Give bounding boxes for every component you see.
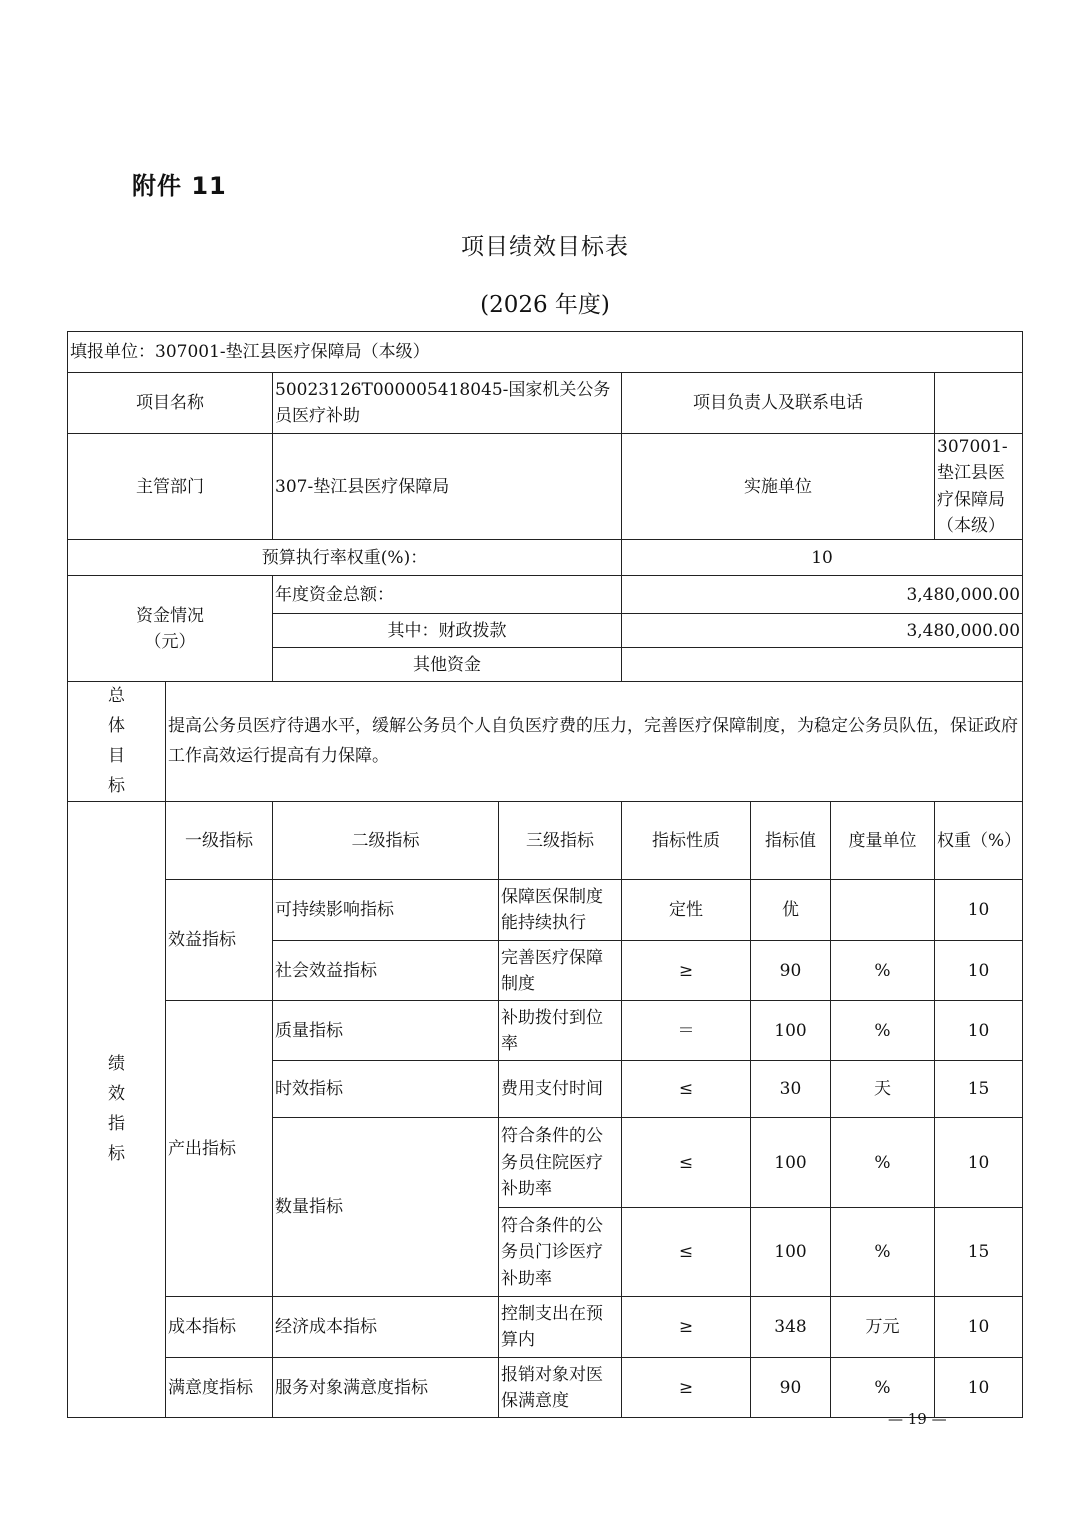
- funds-label: [68, 576, 273, 682]
- value-cell: 30: [751, 1061, 831, 1118]
- indicators-label-char: 效: [108, 1084, 125, 1105]
- dept-label: 主管部门: [68, 434, 273, 540]
- annual-total-label: 年度资金总额：: [273, 576, 622, 614]
- header-nature: 指标性质: [622, 802, 751, 880]
- indicators-section-label: [68, 802, 166, 1418]
- level1-satisfaction: 满意度指标: [166, 1358, 273, 1418]
- weight-cell: 15: [935, 1061, 1023, 1118]
- value-cell: 90: [751, 941, 831, 1001]
- level3-cell: 补助拨付到位率: [499, 1001, 622, 1061]
- header-value: 指标值: [751, 802, 831, 880]
- level3-cell: 保障医保制度能持续执行: [499, 880, 622, 941]
- budget-weight-label: 预算执行率权重(%)：: [68, 540, 622, 576]
- impl-value: 307001-垫江县医疗保障局（本级）: [935, 434, 1023, 540]
- header-weight: 权重（%）: [935, 802, 1023, 880]
- level3-cell: 符合条件的公务员住院医疗补助率: [499, 1118, 622, 1208]
- page-number: — 19 —: [888, 1410, 947, 1428]
- unit-cell: %: [831, 1358, 935, 1418]
- indicators-label-char: 标: [108, 1143, 125, 1164]
- fiscal-label: 其中：财政拨款: [273, 614, 622, 648]
- overall-goal-label: [68, 682, 166, 802]
- level1-output: 产出指标: [166, 1001, 273, 1297]
- table-row: [68, 1297, 1023, 1358]
- nature-cell: ≤: [622, 1208, 751, 1297]
- overall-goal-char: 标: [108, 775, 125, 796]
- dept-value: 307-垫江县医疗保障局: [273, 434, 622, 540]
- header-unit: 度量单位: [831, 802, 935, 880]
- year-subtitle: (2026 年度): [480, 292, 610, 318]
- fiscal-value: 3,480,000.00: [622, 614, 1023, 648]
- value-cell: 348: [751, 1297, 831, 1358]
- unit-cell: 万元: [831, 1297, 935, 1358]
- unit-cell: %: [831, 1118, 935, 1208]
- header-level1: 一级指标: [166, 802, 273, 880]
- nature-cell: 定性: [622, 880, 751, 941]
- nature-cell: ≤: [622, 1118, 751, 1208]
- level2-quantity: 数量指标: [273, 1118, 499, 1297]
- value-cell: 90: [751, 1358, 831, 1418]
- annual-total-value: 3,480,000.00: [622, 576, 1023, 614]
- nature-cell: ≥: [622, 941, 751, 1001]
- weight-cell: 15: [935, 1208, 1023, 1297]
- weight-cell: 10: [935, 1297, 1023, 1358]
- owner-value: [935, 373, 1023, 434]
- performance-target-table: [67, 331, 1023, 1418]
- overall-goal-char: 总: [108, 686, 125, 707]
- budget-weight-value: 10: [622, 540, 1023, 576]
- unit-cell: 天: [831, 1061, 935, 1118]
- overall-goal-text: 提高公务员医疗待遇水平，缓解公务员个人自负医疗费的压力，完善医疗保障制度，为稳定公务员队伍，保证政府工作高效运行提高有力保障。: [166, 682, 1023, 802]
- header-level2: 二级指标: [273, 802, 499, 880]
- level2-quality: 质量指标: [273, 1001, 499, 1061]
- level2-service: 服务对象满意度指标: [273, 1358, 499, 1418]
- other-funds-value: [622, 648, 1023, 682]
- weight-cell: 10: [935, 1001, 1023, 1061]
- level3-cell: 完善医疗保障制度: [499, 941, 622, 1001]
- level3-cell: 费用支付时间: [499, 1061, 622, 1118]
- table-row: [68, 880, 1023, 941]
- unit-cell: %: [831, 1001, 935, 1061]
- table-row: [68, 1358, 1023, 1418]
- level2-timeliness: 时效指标: [273, 1061, 499, 1118]
- indicators-label-char: 绩: [108, 1054, 125, 1075]
- value-cell: 优: [751, 880, 831, 941]
- nature-cell: ≥: [622, 1358, 751, 1418]
- project-name-value: 50023126T000005418045-国家机关公务员医疗补助: [273, 373, 622, 434]
- attachment-label: 附件 11: [132, 172, 227, 200]
- weight-cell: 10: [935, 1358, 1023, 1418]
- table-row: [68, 1001, 1023, 1061]
- unit-cell: %: [831, 1208, 935, 1297]
- level3-cell: 报销对象对医保满意度: [499, 1358, 622, 1418]
- page-title: 项目绩效目标表: [461, 234, 629, 260]
- funds-label-text: 资金情况: [136, 605, 204, 626]
- owner-label: 项目负责人及联系电话: [622, 373, 935, 434]
- nature-cell: ≥: [622, 1297, 751, 1358]
- impl-label: 实施单位: [622, 434, 935, 540]
- level1-cost: 成本指标: [166, 1297, 273, 1358]
- level3-cell: 符合条件的公务员门诊医疗补助率: [499, 1208, 622, 1297]
- overall-goal-char: 目: [108, 745, 125, 766]
- reporting-unit: 填报单位：307001-垫江县医疗保障局（本级）: [68, 332, 1023, 373]
- project-name-label: 项目名称: [68, 373, 273, 434]
- level1-benefit: 效益指标: [166, 880, 273, 1001]
- nature-cell: ≤: [622, 1061, 751, 1118]
- weight-cell: 10: [935, 880, 1023, 941]
- other-funds-label: 其他资金: [273, 648, 622, 682]
- level3-cell: 控制支出在预算内: [499, 1297, 622, 1358]
- nature-cell: ＝: [622, 1001, 751, 1061]
- overall-goal-char: 体: [108, 716, 125, 737]
- header-level3: 三级指标: [499, 802, 622, 880]
- value-cell: 100: [751, 1001, 831, 1061]
- funds-unit: （元）: [144, 631, 196, 652]
- indicators-label-char: 指: [108, 1113, 125, 1134]
- weight-cell: 10: [935, 1118, 1023, 1208]
- value-cell: 100: [751, 1208, 831, 1297]
- level2-sustainable: 可持续影响指标: [273, 880, 499, 941]
- weight-cell: 10: [935, 941, 1023, 1001]
- value-cell: 100: [751, 1118, 831, 1208]
- level2-social: 社会效益指标: [273, 941, 499, 1001]
- unit-cell: %: [831, 941, 935, 1001]
- level2-economic: 经济成本指标: [273, 1297, 499, 1358]
- unit-cell: [831, 880, 935, 941]
